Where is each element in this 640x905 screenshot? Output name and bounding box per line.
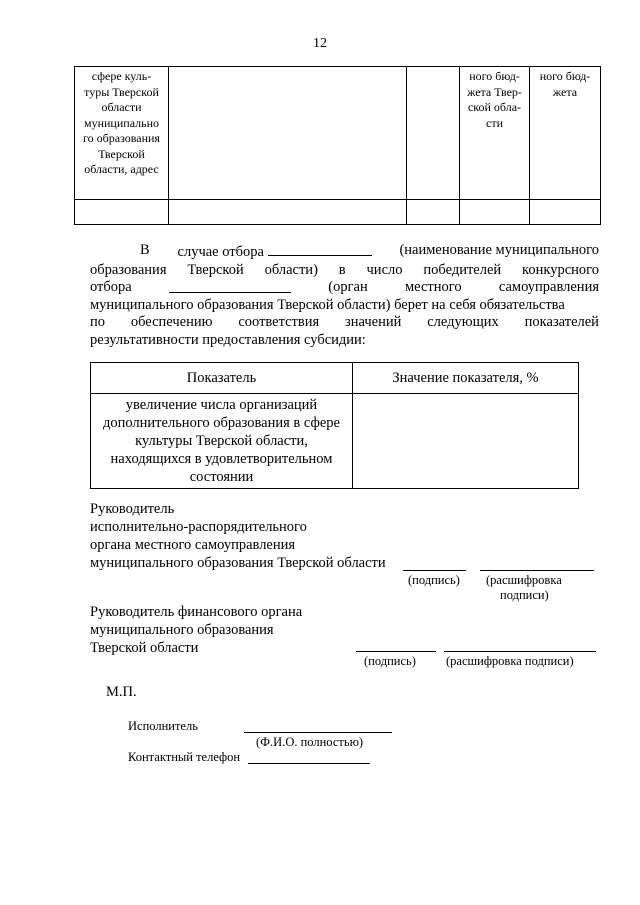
value-header: Значение показателя, % — [353, 363, 579, 394]
top-table-cell-empty — [169, 200, 407, 225]
page-number: 12 — [313, 36, 327, 51]
executor-name-line — [244, 732, 392, 733]
finance-decode-line — [444, 651, 596, 652]
executor-label: Исполнитель — [128, 719, 198, 733]
phone-line — [248, 763, 370, 764]
obligation-paragraph: В случае отбора (наименование муниципального образования Тверской области) в число победителей конкурсного отбора (орган местного самоуправления муниципального образования Тверской области) берет на себя обязательства по обеспечению соответствия значений следующих показателей результативности предоставления субсидии: — [90, 242, 599, 348]
head-signature-block: Руководитель исполнительно-распорядительного органа местного самоуправления муниципального образования Тверской области — [90, 501, 386, 571]
top-table-cell-municipality: сфере куль- туры Тверской области муниципально го образования Тверской области, адрес — [75, 67, 169, 200]
head-decode-caption: (расшифровка — [486, 573, 562, 587]
top-table-cell-empty — [75, 200, 169, 225]
phone-label: Контактный телефон — [128, 750, 241, 764]
top-table-cell-regional-budget: ного бюд- жета Твер- ской обла- сти — [460, 67, 530, 200]
head-decode-caption-2: подписи) — [500, 588, 549, 602]
head-decode-line — [480, 570, 594, 571]
top-table-cell-budget: ного бюд- жета — [530, 67, 601, 200]
top-table — [74, 66, 601, 225]
value-cell — [353, 394, 579, 489]
top-table-cell-empty — [460, 200, 530, 225]
top-table-cell-empty — [407, 200, 460, 225]
top-table-cell-empty — [530, 200, 601, 225]
indicator-cell: увеличение числа организаций дополнительного образования в сфере культуры Тверской области, находящихся в удовлетворительном состоянии — [91, 394, 353, 489]
executor-caption: (Ф.И.О. полностью) — [256, 735, 364, 749]
indicator-header: Показатель — [91, 363, 353, 394]
finance-decode-caption: (расшифровка подписи) — [446, 654, 574, 668]
finance-signature-caption: (подпись) — [364, 654, 416, 668]
head-signature-caption: (подпись) — [408, 573, 460, 587]
finance-signature-block: Руководитель финансового органа муниципального образования Тверской области — [90, 604, 303, 656]
head-signature-line — [403, 570, 466, 571]
finance-signature-line — [356, 651, 436, 652]
authority-blank — [169, 279, 291, 293]
top-table-cell-empty — [169, 67, 407, 200]
top-table-cell-empty — [407, 67, 460, 200]
stamp-label: М.П. — [106, 684, 137, 700]
indicator-table — [90, 362, 579, 489]
municipality-name-blank — [268, 242, 372, 256]
